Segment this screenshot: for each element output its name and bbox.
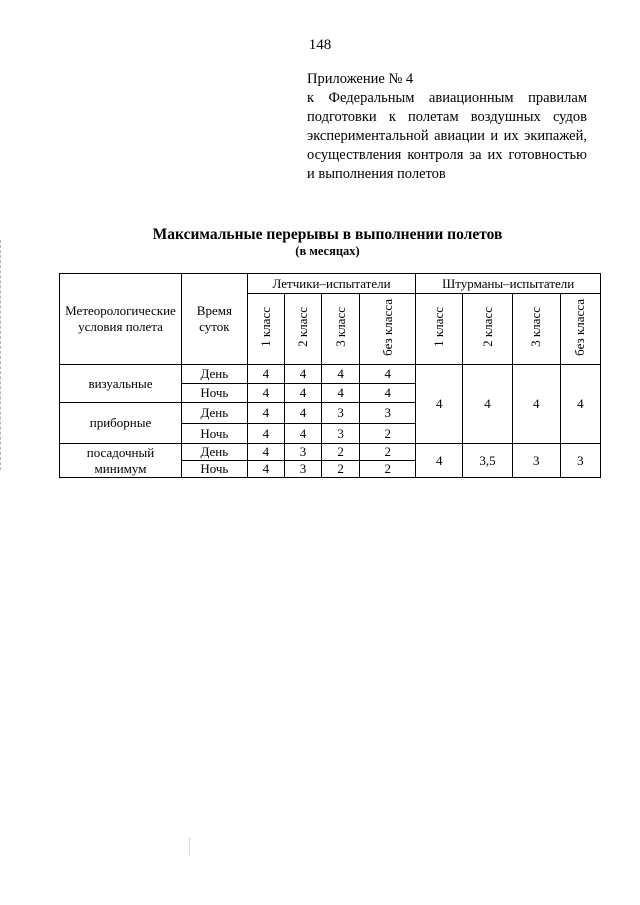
table-cell: 4: [560, 365, 600, 444]
header-navigators: Штурманы–испытатели: [416, 274, 601, 294]
table-cell: 4: [247, 461, 284, 478]
table-header-row: [60, 274, 601, 294]
table-cell: 4: [247, 384, 284, 403]
pilots-class-header: 3 класс: [322, 294, 360, 365]
table-cell: 4: [247, 403, 284, 424]
table-cell: 3,5: [463, 444, 513, 478]
table-cell: 4: [284, 403, 321, 424]
table-cell: 4: [416, 444, 463, 478]
appendix-line: экспериментальной авиации и их экипажей,: [307, 128, 587, 144]
table-row: [60, 365, 601, 384]
table-cell: 2: [360, 444, 416, 461]
table-row: [60, 444, 601, 461]
pilots-class-header: 1 класс: [247, 294, 284, 365]
table-cell: 4: [322, 384, 360, 403]
table-cell: 3: [284, 444, 321, 461]
navigators-class-header: без класса: [560, 294, 600, 365]
table-cell: 4: [463, 365, 513, 444]
navigators-class-header: 2 класс: [463, 294, 513, 365]
pilots-class-header: без класса: [360, 294, 416, 365]
header-conditions: Метеорологические условия полета: [60, 274, 182, 365]
table-cell: 3: [284, 461, 321, 478]
document-subtitle: (в месяцах): [295, 244, 360, 258]
condition-landing-minimum: посадочный минимум: [60, 444, 182, 478]
pilots-class-header: 2 класс: [284, 294, 321, 365]
table-cell: 3: [512, 444, 560, 478]
table-cell: 2: [322, 461, 360, 478]
condition-instrument: приборные: [60, 403, 182, 444]
time-day: День: [181, 403, 247, 424]
scan-margin-mark: [0, 240, 3, 470]
table-cell: 3: [322, 403, 360, 424]
table-cell: 2: [322, 444, 360, 461]
table-cell: 4: [360, 384, 416, 403]
navigators-class-header: 1 класс: [416, 294, 463, 365]
table-cell: 2: [360, 424, 416, 444]
table-cell: 4: [247, 424, 284, 444]
table-cell: 4: [284, 384, 321, 403]
header-time-of-day: Время суток: [181, 274, 247, 365]
appendix-line: к Федеральным авиационным правилам: [307, 90, 587, 106]
table-cell: 4: [322, 365, 360, 384]
condition-visual: визуальные: [60, 365, 182, 403]
time-day: День: [181, 444, 247, 461]
time-night: Ночь: [181, 384, 247, 403]
time-night: Ночь: [181, 461, 247, 478]
appendix-line: подготовки к полетам воздушных судов: [307, 109, 587, 125]
time-night: Ночь: [181, 424, 247, 444]
table-cell: 4: [247, 444, 284, 461]
appendix-title: Приложение № 4: [307, 71, 414, 87]
table-cell: 4: [512, 365, 560, 444]
table-cell: 3: [322, 424, 360, 444]
breaks-table: [59, 273, 601, 478]
table-cell: 4: [284, 424, 321, 444]
table-cell: 2: [360, 461, 416, 478]
appendix-line: и выполнения полетов: [307, 166, 446, 182]
table-cell: 3: [360, 403, 416, 424]
table-cell: 4: [416, 365, 463, 444]
table-cell: 4: [284, 365, 321, 384]
table-cell: 3: [560, 444, 600, 478]
appendix-header: [307, 70, 587, 184]
page-number: 148: [308, 37, 332, 53]
document-title: Максимальные перерывы в выполнении полетов: [152, 226, 503, 243]
appendix-line: осуществления контроля за их готовностью: [307, 147, 587, 163]
header-pilots: Летчики–испытатели: [247, 274, 416, 294]
time-day: День: [181, 365, 247, 384]
navigators-class-header: 3 класс: [512, 294, 560, 365]
table-cell: 4: [247, 365, 284, 384]
table-cell: 4: [360, 365, 416, 384]
scan-artifact-mark: [189, 838, 191, 856]
